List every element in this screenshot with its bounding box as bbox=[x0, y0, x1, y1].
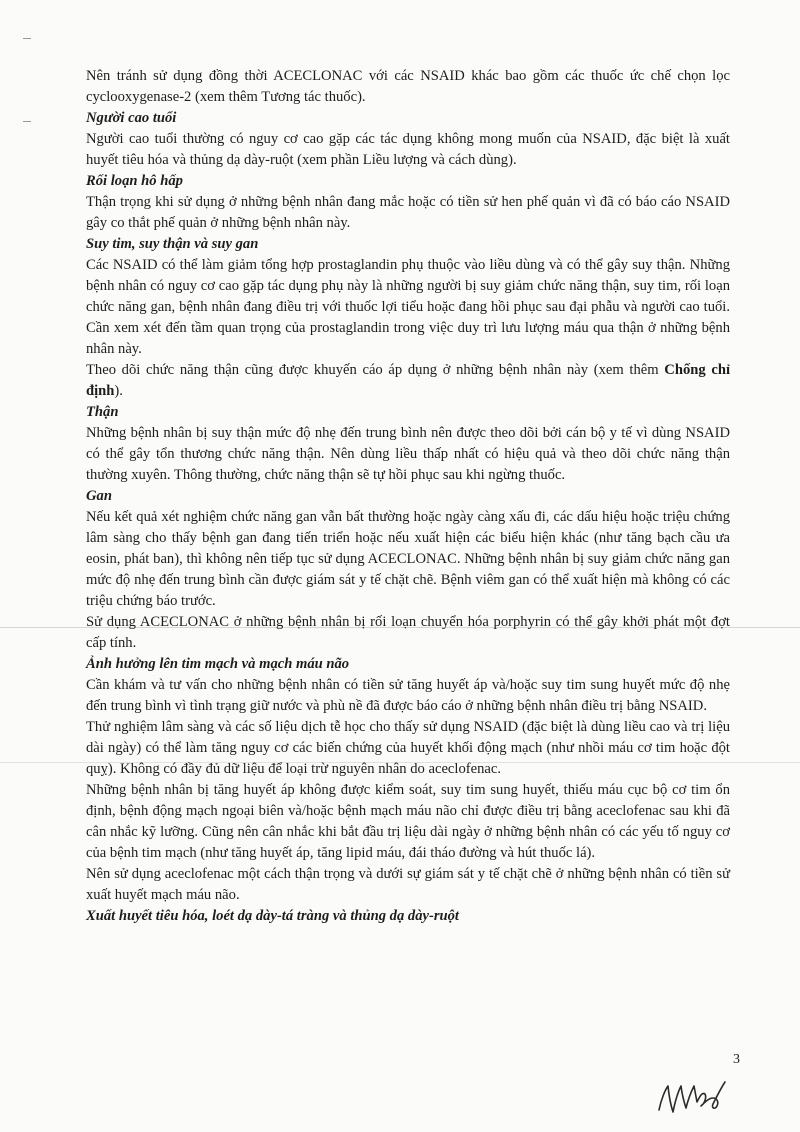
paragraph-organ-failure: Các NSAID có thể làm giảm tổng hợp prostaglandin phụ thuộc vào liều dùng và có thể gây suy thận. Những bệnh nhân có nguy cơ cao gặp tác dụng phụ này là những người bị suy giảm chức năng thận, suy tim, rối loạn chức năng gan, bệnh nhân đang điều trị với thuốc lợi tiểu hoặc đang hồi phục sau đại phẫu và người cao tuổi. Cần xem xét đến tầm quan trọng của prostaglandin trong việc duy trì lưu lượng máu qua thận ở những bệnh nhân này. bbox=[86, 257, 730, 357]
heading-liver: Gan bbox=[86, 488, 112, 504]
document-body bbox=[86, 66, 730, 927]
heading-elderly: Người cao tuổi bbox=[86, 110, 177, 126]
heading-cardiovascular: Ảnh hưởng lên tim mạch và mạch máu não bbox=[86, 656, 350, 672]
paragraph-respiratory: Thận trọng khi sử dụng ở những bệnh nhân đang mắc hoặc có tiền sử hen phế quản vì đã có báo cáo NSAID gây co thắt phế quản ở những bệnh nhân này. bbox=[86, 194, 730, 231]
heading-kidney: Thận bbox=[86, 404, 119, 420]
paragraph-porphyria: Sử dụng ACECLONAC ở những bệnh nhân bị rối loạn chuyển hóa porphyrin có thể gây khởi phát một đợt cấp tính. bbox=[86, 614, 730, 651]
heading-respiratory: Rối loạn hô hấp bbox=[86, 173, 183, 189]
margin-mark bbox=[23, 38, 31, 39]
paragraph-cardio-1: Cần khám và tư vấn cho những bệnh nhân có tiền sử tăng huyết áp và/hoặc suy tim sung huyết mức độ nhẹ đến trung bình vì tình trạng giữ nước và phù nề đã được báo cáo ở những bệnh nhân điều trị bằng NSAID. bbox=[86, 677, 730, 714]
paragraph-intro: Nên tránh sử dụng đồng thời ACECLONAC với các NSAID khác bao gồm các thuốc ức chế chọn lọc cyclooxygenase-2 (xem thêm Tương tác thuốc). bbox=[86, 68, 730, 105]
margin-mark bbox=[23, 121, 31, 122]
page-number: 3 bbox=[733, 1052, 740, 1067]
paragraph-cardio-3: Những bệnh nhân bị tăng huyết áp không được kiểm soát, suy tim sung huyết, thiếu máu cục bộ cơ tim ổn định, bệnh động mạch ngoại biên và/hoặc bệnh mạch máu não chỉ được điều trị bằng aceclofenac sau khi đã cân nhắc kỹ lưỡng. Cũng nên cân nhắc khi bắt đầu trị liệu dài ngày ở những bệnh nhân có các yếu tố nguy cơ của bệnh tim mạch (như tăng huyết áp, tăng lipid máu, đái tháo đường và hút thuốc lá). bbox=[86, 782, 730, 861]
paragraph-cardio-2: Thử nghiệm lâm sàng và các số liệu dịch tễ học cho thấy sử dụng NSAID (đặc biệt là dùng liều cao và trị liệu dài ngày) có thể làm tăng nguy cơ các biến chứng của huyết khối động mạch (như nhồi máu cơ tim hoặc đột quỵ). Không có đầy đủ dữ liệu để loại trừ nguyên nhân do aceclofenac. bbox=[86, 719, 730, 777]
paragraph-elderly: Người cao tuổi thường có nguy cơ cao gặp các tác dụng không mong muốn của NSAID, đặc biệt là xuất huyết tiêu hóa và thủng dạ dày-ruột (xem phần Liều lượng và cách dùng). bbox=[86, 131, 730, 168]
paragraph-cardio-4: Nên sử dụng aceclofenac một cách thận trọng và dưới sự giám sát y tế chặt chẽ ở những bệnh nhân có tiền sử xuất huyết mạch máu não. bbox=[86, 866, 730, 903]
reference-close: ). bbox=[114, 383, 123, 399]
paragraph-liver: Nếu kết quả xét nghiệm chức năng gan vẫn bất thường hoặc ngày càng xấu đi, các dấu hiệu hoặc triệu chứng lâm sàng cho thấy bệnh gan đang tiến triển hoặc nếu xuất hiện các biểu hiện khác (như tăng bạch cầu ưa eosin, phát ban), thì không nên tiếp tục sử dụng ACECLONAC. Những bệnh nhân bị suy giảm chức năng gan mức độ nhẹ đến trung bình cần được giám sát y tế chặt chẽ. Bệnh viêm gan có thể xuất hiện mà không có các triệu chứng báo trước. bbox=[86, 509, 730, 609]
renal-monitoring-text: Theo dõi chức năng thận cũng được khuyến cáo áp dụng ở những bệnh nhân này (xem thêm bbox=[86, 362, 659, 378]
signature-icon bbox=[655, 1072, 730, 1118]
paragraph-kidney: Những bệnh nhân bị suy thận mức độ nhẹ đến trung bình nên được theo dõi bởi cán bộ y tế vì dùng NSAID có thể gây tổn thương chức năng thận. Nên dùng liều thấp nhất có hiệu quả và theo dõi chức năng thận thường xuyên. Thông thường, chức năng thận sẽ tự hồi phục sau khi ngừng thuốc. bbox=[86, 425, 730, 483]
heading-organ-failure: Suy tim, suy thận và suy gan bbox=[86, 236, 259, 252]
paragraph-renal-monitoring bbox=[86, 360, 730, 402]
contraindications-reference: Chống chỉ định bbox=[86, 362, 730, 399]
heading-gastrointestinal: Xuất huyết tiêu hóa, loét dạ dày-tá tràng và thủng dạ dày-ruột bbox=[86, 908, 459, 924]
